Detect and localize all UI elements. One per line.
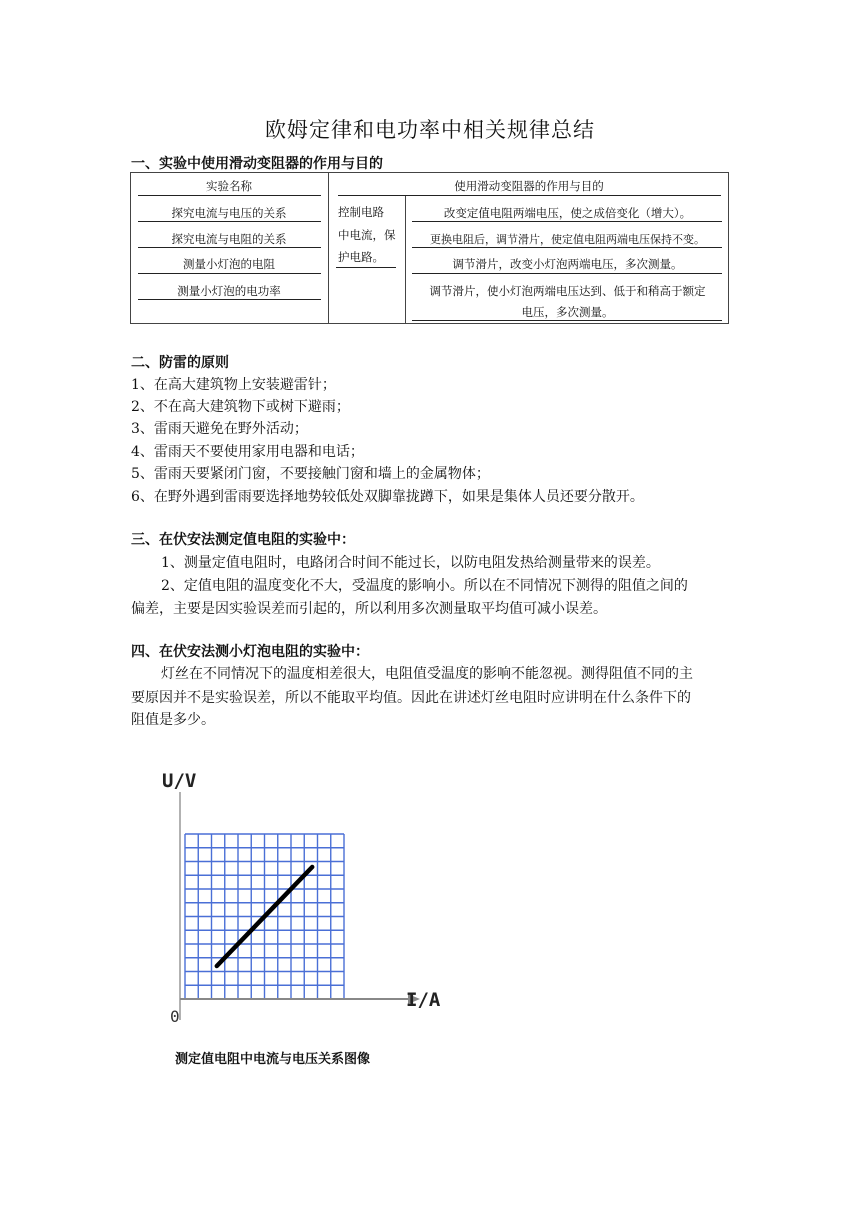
shared-note-line: 护电路。 bbox=[338, 250, 384, 264]
paragraph-line: 偏差，主要是因实验误差而引起的，所以利用多次测量取平均值可减小误差。 bbox=[131, 601, 607, 617]
row-purpose: 调节滑片，使小灯泡两端电压达到、低于和稍高于额定 bbox=[429, 284, 706, 298]
list-item: 5、雷雨天要紧闭门窗，不要接触门窗和墙上的金属物体； bbox=[131, 466, 490, 482]
row-purpose: 调节滑片，改变小灯泡两端电压，多次测量。 bbox=[452, 257, 683, 271]
table-header-name: 实验名称 bbox=[206, 179, 252, 193]
rheostat-table bbox=[130, 172, 729, 324]
row-purpose: 电压，多次测量。 bbox=[521, 305, 614, 319]
table-divider bbox=[328, 172, 329, 324]
paragraph-line: 1、测量定值电阻时，电路闭合时间不能过长，以防电阻发热给测量带来的误差。 bbox=[161, 555, 660, 571]
page-title: 欧姆定律和电功率中相关规律总结 bbox=[265, 118, 595, 142]
row-purpose: 更换电阻后，调节滑片，使定值电阻两端电压保持不变。 bbox=[430, 233, 705, 246]
list-item: 1、在高大建筑物上安装避雷针； bbox=[131, 377, 336, 393]
x-axis-label: I/A bbox=[406, 989, 441, 1011]
paragraph-line: 阻值是多少。 bbox=[131, 712, 215, 728]
underline bbox=[138, 247, 321, 248]
section1-heading: 一、实验中使用滑动变阻器的作用与目的 bbox=[131, 156, 383, 172]
section2-heading: 二、防雷的原则 bbox=[131, 355, 229, 371]
list-item: 6、在野外遇到雷雨要选择地势较低处双脚靠拢蹲下，如果是集体人员还要分散开。 bbox=[131, 489, 644, 505]
underline bbox=[338, 195, 721, 196]
underline bbox=[138, 195, 321, 196]
row-name: 探究电流与电压的关系 bbox=[171, 206, 287, 220]
underline bbox=[412, 247, 722, 248]
section3-heading: 三、在伏安法测定值电阻的实验中： bbox=[131, 532, 355, 548]
section4-heading: 四、在伏安法测小灯泡电阻的实验中： bbox=[131, 644, 369, 660]
row-name: 探究电流与电阻的关系 bbox=[171, 232, 287, 246]
shared-note-line: 中电流，保 bbox=[338, 228, 396, 242]
underline bbox=[138, 221, 321, 222]
underline bbox=[412, 320, 722, 321]
underline bbox=[138, 273, 321, 274]
underline bbox=[412, 273, 722, 274]
list-item: 4、雷雨天不要使用家用电器和电话； bbox=[131, 444, 364, 460]
origin-label: 0 bbox=[170, 1007, 180, 1026]
paragraph-line: 要原因并不是实验误差，所以不能取平均值。因此在讲述灯丝电阻时应讲明在什么条件下的 bbox=[131, 690, 691, 706]
paragraph-line: 2、定值电阻的温度变化不大，受温度的影响小。所以在不同情况下测得的阻值之间的 bbox=[161, 578, 688, 594]
y-axis-label: U/V bbox=[162, 770, 197, 792]
row-name: 测量小灯泡的电功率 bbox=[177, 284, 281, 298]
paragraph-line: 灯丝在不同情况下的温度相差很大，电阻值受温度的影响不能忽视。测得阻值不同的主 bbox=[161, 666, 693, 682]
underline bbox=[336, 267, 396, 268]
list-item: 2、不在高大建筑物下或树下避雨； bbox=[131, 399, 350, 415]
underline bbox=[138, 299, 321, 300]
shared-note-line: 控制电路 bbox=[338, 205, 384, 219]
row-name: 测量小灯泡的电阻 bbox=[183, 257, 275, 271]
chart-caption: 测定值电阻中电流与电压关系图像 bbox=[175, 1052, 371, 1067]
list-item: 3、雷雨天避免在野外活动； bbox=[131, 421, 308, 437]
row-purpose: 改变定值电阻两端电压，使之成倍变化（增大）。 bbox=[443, 206, 692, 220]
ui-graph bbox=[158, 762, 458, 1032]
table-header-purpose: 使用滑动变阻器的作用与目的 bbox=[454, 179, 604, 193]
underline bbox=[412, 221, 722, 222]
